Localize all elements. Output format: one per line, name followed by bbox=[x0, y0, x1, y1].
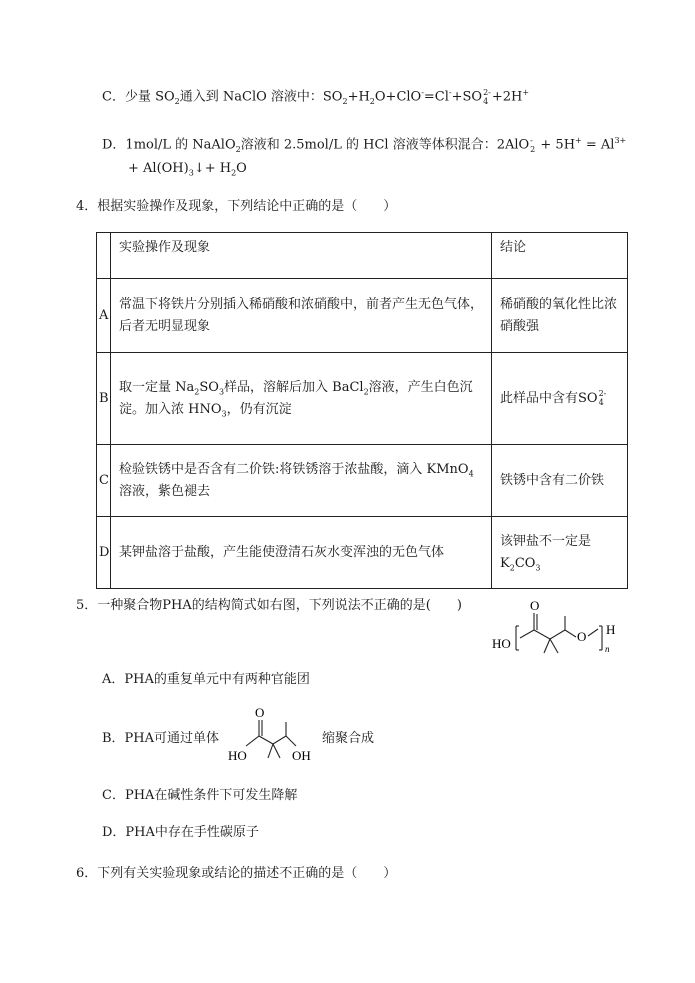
q5-stem: 5．一种聚合物PHA的结构简式如右图，下列说法不正确的是( ) bbox=[76, 598, 462, 613]
q5-option-b-suffix: 缩聚合成 bbox=[322, 731, 375, 746]
row-conclusion: 铁锈中含有二价铁 bbox=[492, 445, 628, 517]
row-label: C bbox=[97, 445, 111, 517]
table-row bbox=[97, 353, 628, 445]
q3-option-d-line1: D．1mol/L 的 NaAlO$_2$溶液和 2.5mol/L 的 HCl 溶液等体积混合：2AlO - 2 + $5H^+ = Al^{3+}$ bbox=[102, 136, 627, 155]
header-conclusion: 结论 bbox=[492, 233, 628, 279]
pha-polymer-structure bbox=[488, 596, 638, 658]
monomer-structure bbox=[228, 706, 318, 764]
row-conclusion: 稀硝酸的氧化性比浓硝酸强 bbox=[492, 279, 628, 353]
q3-option-d-line2: + $Al(OH)_3↓+ H_2O$ bbox=[128, 161, 247, 178]
q5-option-c: C．PHA在碱性条件下可发生降解 bbox=[102, 788, 298, 803]
q5-option-d: D．PHA中存在手性碳原子 bbox=[102, 825, 259, 840]
table-header-row bbox=[97, 233, 628, 279]
row-label: A bbox=[97, 279, 111, 353]
row-label: B bbox=[97, 353, 111, 445]
struct-o2-label: O bbox=[577, 629, 587, 644]
q6-stem: 6．下列有关实验现象或结论的描述不正确的是（ ） bbox=[76, 866, 397, 881]
row-operation: 常温下将铁片分别插入稀硝酸和浓硝酸中，前者产生无色气体，后者无明显现象 bbox=[111, 279, 492, 353]
row-conclusion: 此样品中含有SO 2- 4 bbox=[492, 353, 628, 445]
row-operation: 某钾盐溶于盐酸，产生能使澄清石灰水变浑浊的无色气体 bbox=[111, 517, 492, 589]
row-operation: 检验铁锈中是否含有二价铁:将铁锈溶于浓盐酸，滴入 KMnO$_4$溶液，紫色褪去 bbox=[111, 445, 492, 517]
table-row bbox=[97, 445, 628, 517]
q3-option-c: C．少量 $SO_2$通入到 NaClO 溶液中：$SO_2+H_2O+ClO^-=Cl^-+SO$ 2- 4 +2H+ bbox=[102, 88, 530, 107]
monomer-o-label: O bbox=[255, 706, 265, 720]
table-row bbox=[97, 517, 628, 589]
monomer-oh-label: OH bbox=[292, 748, 311, 763]
q4-stem: 4．根据实验操作及现象，下列结论中正确的是（ ） bbox=[76, 199, 397, 214]
q5-option-b-prefix: B．PHA可通过单体 bbox=[102, 731, 220, 746]
monomer-ho-label: HO bbox=[228, 748, 247, 763]
struct-o-label: O bbox=[530, 598, 540, 613]
header-label-cell bbox=[97, 233, 111, 279]
row-label: D bbox=[97, 517, 111, 589]
q5-option-a: A．PHA的重复单元中有两种官能团 bbox=[102, 672, 310, 687]
struct-n-label: n bbox=[605, 644, 610, 654]
experiment-table bbox=[96, 232, 628, 589]
table-row bbox=[97, 279, 628, 353]
row-operation: 取一定量 $Na_2SO_3$样品，溶解后加入 BaCl$_2$溶液，产生白色沉淀。加入浓 $HNO_3$，仍有沉淀 bbox=[111, 353, 492, 445]
struct-h-label: H bbox=[606, 622, 616, 637]
row-conclusion: 该钾盐不一定是 $K_2CO_3$ bbox=[492, 517, 628, 589]
struct-ho-label: HO bbox=[492, 636, 511, 651]
header-operation: 实验操作及现象 bbox=[111, 233, 492, 279]
